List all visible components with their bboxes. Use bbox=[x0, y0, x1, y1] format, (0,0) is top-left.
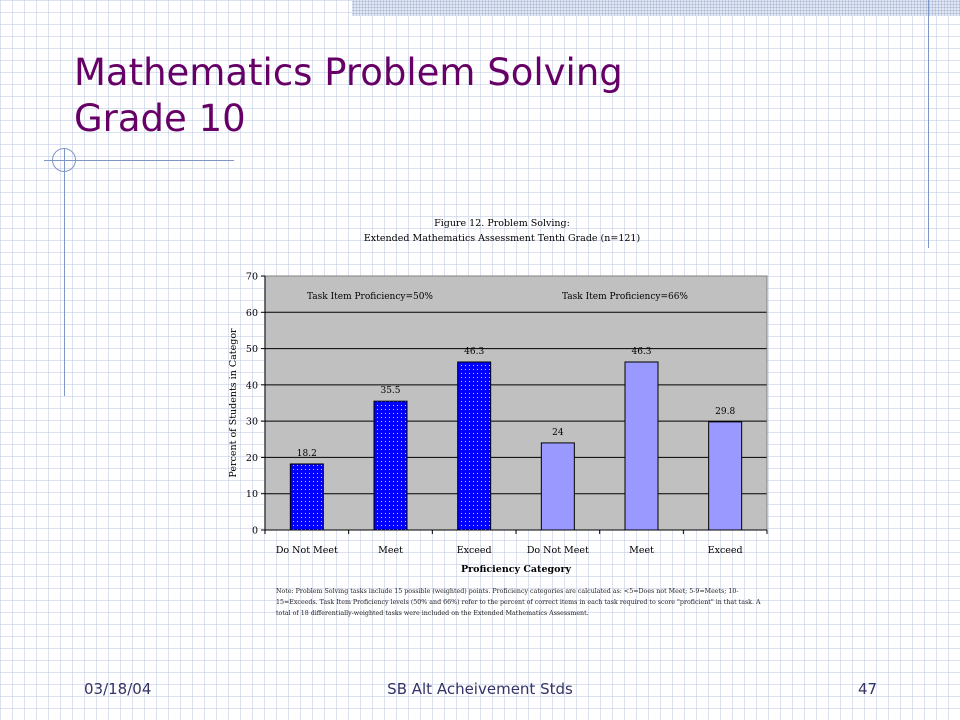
slide-title-line-1: Mathematics Problem Solving bbox=[74, 51, 623, 94]
x-tick-label-5: Meet bbox=[629, 545, 654, 556]
y-axis-title: Percent of Students in Categor bbox=[228, 328, 239, 478]
chart-title: Figure 12. Problem Solving: bbox=[434, 218, 570, 229]
y-tick-label: 70 bbox=[245, 271, 258, 283]
x-tick-label-4: Do Not Meet bbox=[526, 545, 589, 556]
footer-center-text: SB Alt Acheivement Stds bbox=[387, 680, 573, 698]
value-label-1: 18.2 bbox=[296, 448, 317, 459]
y-tick-label: 10 bbox=[245, 489, 258, 501]
bar-6 bbox=[709, 422, 742, 530]
y-tick-label: 40 bbox=[245, 380, 258, 392]
bar-4 bbox=[541, 443, 574, 530]
chart-footnote: Note: Problem Solving tasks include 15 possible (weighted) points. Proficiency categories are calculated as: <5=Does not Meet; 5-9=Meets; 10-15=Exceeds. Task Item Proficiency levels (50% and 66%) refer to the percent of correct items in each task required to score "proficient" in that task. A total of 18 differentially-weighted tasks were included on the Extended Mathematics Assessment. bbox=[276, 588, 761, 617]
value-label-6: 29.8 bbox=[715, 406, 736, 417]
plot-area bbox=[265, 276, 767, 530]
x-tick-label-1: Do Not Meet bbox=[275, 545, 338, 556]
x-tick-labels bbox=[265, 530, 767, 556]
annotation-proficiency-50: Task Item Proficiency=50% bbox=[307, 292, 433, 302]
bar-1 bbox=[290, 464, 323, 530]
slide-title-line-2: Grade 10 bbox=[74, 97, 246, 140]
x-tick-label-6: Exceed bbox=[707, 545, 743, 556]
y-tick-label: 0 bbox=[251, 525, 258, 537]
y-tick-label: 60 bbox=[245, 307, 258, 319]
footer-date: 03/18/04 bbox=[84, 680, 152, 698]
bar-3 bbox=[458, 362, 491, 530]
y-tick-label: 50 bbox=[245, 344, 258, 356]
x-tick-label-3: Exceed bbox=[456, 545, 492, 556]
x-tick-label-2: Meet bbox=[378, 545, 403, 556]
value-label-5: 46.3 bbox=[631, 346, 652, 357]
y-tick-label: 30 bbox=[245, 416, 258, 428]
annotation-proficiency-66: Task Item Proficiency=66% bbox=[562, 292, 688, 302]
value-label-3: 46.3 bbox=[464, 346, 485, 357]
chart-subtitle: Extended Mathematics Assessment Tenth Grade (n=121) bbox=[363, 233, 641, 244]
bar-2 bbox=[374, 401, 407, 530]
x-axis-title: Proficiency Category bbox=[460, 564, 572, 575]
y-tick-labels bbox=[246, 272, 265, 537]
footer-page-number: 47 bbox=[858, 680, 878, 698]
bar-5 bbox=[625, 362, 658, 530]
y-tick-label: 20 bbox=[245, 452, 258, 464]
value-label-2: 35.5 bbox=[380, 386, 401, 397]
value-label-4: 24 bbox=[552, 427, 564, 438]
